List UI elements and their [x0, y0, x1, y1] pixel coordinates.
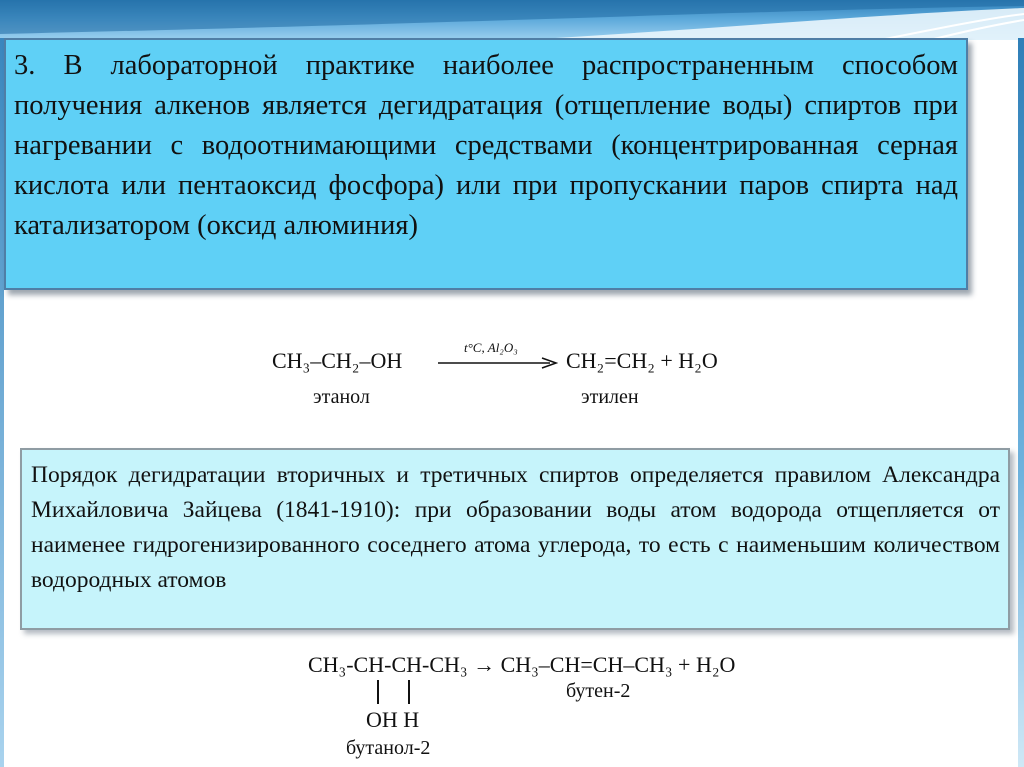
reaction2-reactant-name: бутанол-2: [346, 737, 431, 759]
main-paragraph: 3. В лабораторной практике наиболее распространенным способом получения алкенов является дегидратация (отщепление воды) спиртов при нагревании с водоотнимающими средствами (концентрированная серная кислота или пентаоксид фосфора) или при пропускании паров спирта над катализатором (оксид алюминия): [14, 50, 958, 241]
main-text-box: [4, 38, 968, 290]
reaction2-product-name: бутен-2: [566, 680, 631, 702]
zaitsev-rule-box: [20, 448, 1010, 630]
bond-line-oh: [377, 680, 379, 704]
bond-line-h: [408, 680, 410, 704]
reaction1-product-name: этилен: [581, 386, 639, 408]
rule-paragraph: Порядок дегидратации вторичных и третичных спиртов определяется правилом Александра Михайловича Зайцева (1841-1910): при образовании воды атом водорода отщепляется от наименее гидрогенизированного соседнего атома углерода, то есть с наименьшим количеством водородных атомов: [31, 462, 1000, 593]
reaction1-reactant: CH₃–CH₂–OH: [272, 348, 403, 373]
reaction1-condition: t°C, Al₂O₃: [464, 340, 518, 355]
reaction-arrow-icon: [438, 356, 558, 370]
right-accent-bar: [1018, 38, 1024, 767]
reaction1-reactant-name: этанол: [313, 386, 370, 408]
reaction2-substituents: OH H: [366, 707, 420, 732]
reaction2-equation: CH₃-CH-CH-CH₃ → CH₃–CH=CH–CH₃ + H₂O: [308, 652, 736, 677]
reaction1-product: CH₂=CH₂ + H₂O: [566, 348, 718, 373]
header-swoosh: [0, 0, 1024, 40]
